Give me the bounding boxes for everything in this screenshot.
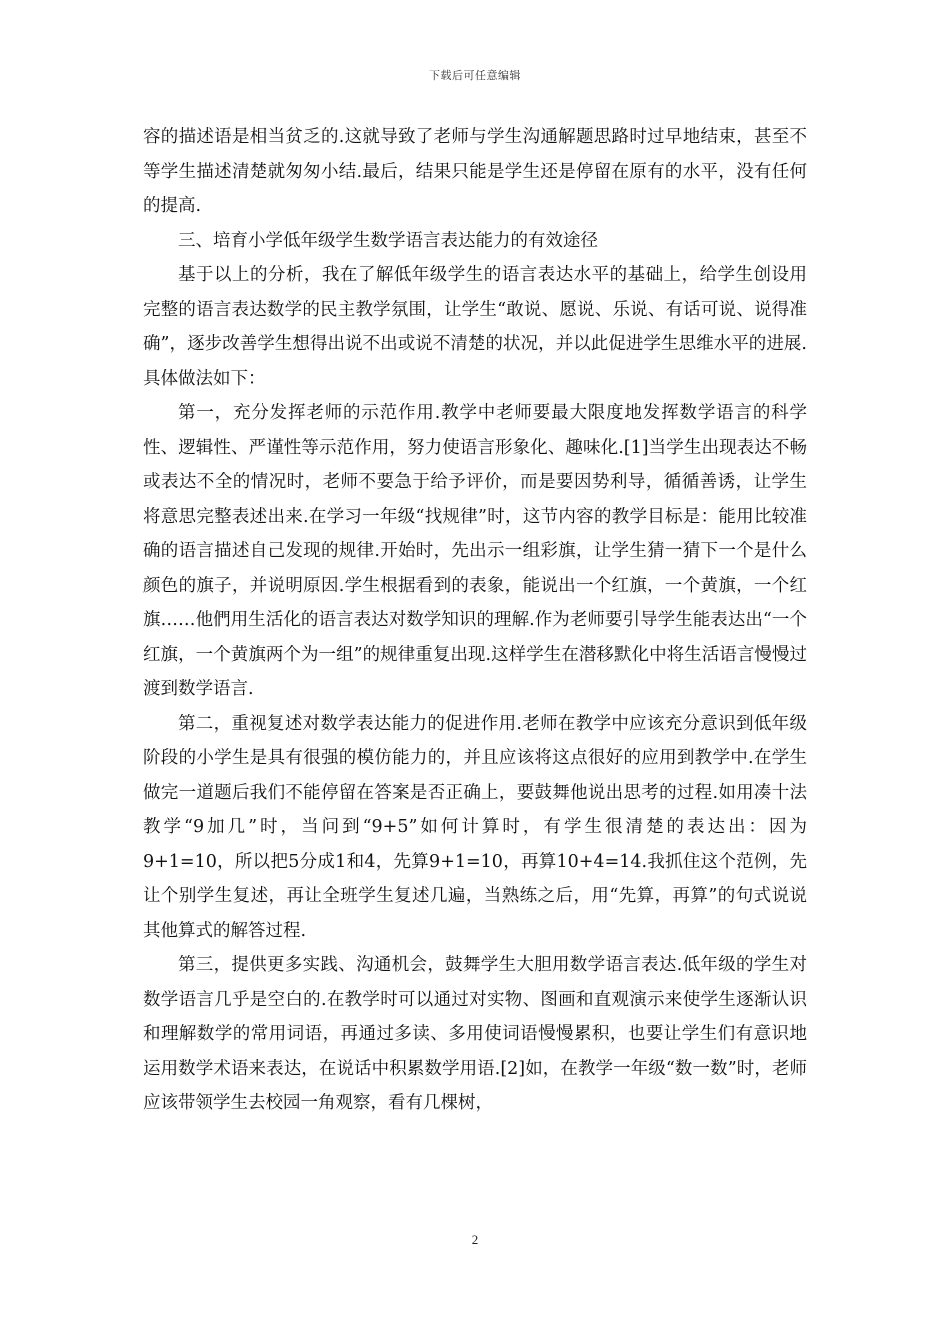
paragraph-third-method: 第三，提供更多实践、沟通机会，鼓舞学生大胆用数学语言表达.低年级的学生对数学语言几乎是空白的.在教学时可以通过对实物、图画和直观演示来使学生逐渐认识和理解数学的常用词语，再通过多读、多用使词语慢慢累积，也要让学生们有意识地运用数学术语来表达，在说话中积累数学用语.[2]如，在教学一年级“数一数”时，老师应该带领学生去校园一角观察，看有几棵树，: [143, 955, 807, 1113]
section-heading: 三、培育小学低年级学生数学语言表达能力的有效途径: [178, 230, 598, 251]
paragraph-intro: 基于以上的分析，我在了解低年级学生的语言表达水平的基础上，给学生创设用完整的语言表达数学的民主教学氛围，让学生“敢说、愿说、乐说、有话可说、说得准确”，逐步改善学生想得出说不出或说不清楚的状况，并以此促进学生思维水平的进展.具体做法如下：: [143, 265, 807, 389]
paragraph-continuation: 容的描述语是相当贫乏的.这就导致了老师与学生沟通解题思路时过早地结束，甚至不等学生描述清楚就匆匆小结.最后，结果只能是学生还是停留在原有的水平，没有任何的提高.: [143, 127, 807, 216]
page-number: 2: [471, 1232, 479, 1247]
page-header: 下载后可任意编辑: [429, 69, 521, 82]
paragraph-first-method: 第一，充分发挥老师的示范作用.教学中老师要最大限度地发挥数学语言的科学性、逻辑性、严谨性等示范作用，努力使语言形象化、趣味化.[1]当学生出现表达不畅或表达不全的情况时，老师不要急于给予评价，而是要因势利导，循循善诱，让学生将意思完整表述出来.在学习一年级“找规律”时，这节内容的教学目标是：能用比较准确的语言描述自己发现的规律.开始时，先出示一组彩旗，让学生猜一猜下一个是什么颜色的旗子，并说明原因.学生根据看到的表象，能说出一个红旗，一个黄旗，一个红旗……他們用生活化的语言表达对数学知识的理解.作为老师要引导学生能表达出“一个红旗，一个黄旗两个为一组”的规律重复出现.这样学生在潜移默化中将生活语言慢慢过渡到数学语言.: [143, 403, 807, 699]
body-text: [143, 120, 807, 1121]
paragraph-second-method: 第二，重视复述对数学表达能力的促进作用.老师在教学中应该充分意识到低年级阶段的小学生是具有很强的模仿能力的，并且应该将这点很好的应用到教学中.在学生做完一道题后我们不能停留在答案是否正确上，要鼓舞他说出思考的过程.如用凑十法教学“9加几”时，当问到“9+5”如何计算时，有学生很清楚的表达出：因为9+1=10，所以把5分成1和4，先算9+1=10，再算10+4=14.我抓住这个范例，先让个别学生复述，再让全班学生复述几遍，当熟练之后，用“先算，再算”的句式说说其他算式的解答过程.: [143, 713, 807, 941]
